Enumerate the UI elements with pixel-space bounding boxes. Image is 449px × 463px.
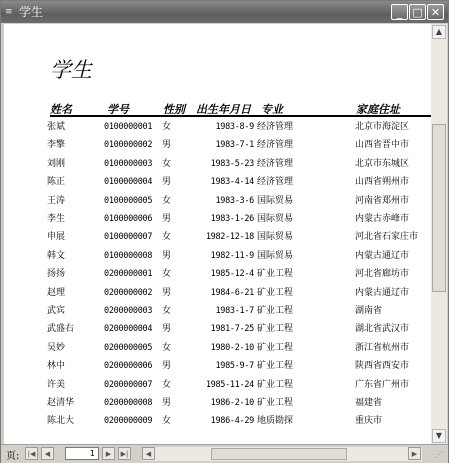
cell-name: 李生 [47,214,66,224]
next-page-button[interactable]: ▶ [102,447,115,460]
cell-gender: 男 [162,214,172,224]
cell-birthdate: 1982-12-18 [205,232,254,243]
cell-major: 经济管理 [257,140,294,151]
cell-address: 内蒙古通辽市 [355,250,410,261]
cell-name: 王涛 [47,195,66,206]
cell-name: 申展 [47,232,66,243]
cell-name: 武宾 [47,306,66,316]
table-row [4,173,431,191]
cell-name: 赵清华 [47,398,75,408]
cell-major: 矿业工程 [257,306,294,316]
first-page-button[interactable]: |◀ [25,447,38,460]
cell-gender: 男 [162,324,172,335]
cell-birthdate: 1986-4-29 [210,416,254,427]
resize-grip-icon[interactable]: ⋰ [435,450,443,459]
cell-address: 河北省石家庄市 [355,232,419,243]
cell-gender: 女 [162,342,172,353]
column-header-birthdate: 出生年月日 [196,103,251,116]
table-row [4,412,431,430]
cell-name: 陈北大 [47,416,75,427]
page-number-input[interactable]: 1 [65,447,99,460]
cell-gender: 女 [162,195,172,206]
cell-major: 国际贸易 [257,250,294,261]
cell-student-id: 0200000007 [104,379,153,390]
cell-gender: 女 [162,379,172,390]
vertical-scroll-thumb[interactable] [432,124,446,292]
cell-address: 河南省郑州市 [355,195,410,206]
cell-birthdate: 1985-12-4 [210,269,254,280]
vertical-scrollbar[interactable] [431,24,447,444]
cell-major: 矿业工程 [257,287,294,298]
cell-address: 湖南省 [355,306,383,316]
record-navigation-bar [1,444,448,463]
cell-major: 国际贸易 [257,232,294,243]
table-row [4,210,431,228]
column-header-student-id: 学号 [107,103,129,116]
scroll-right-button[interactable]: ▶ [408,447,421,460]
cell-name: 韩文 [47,250,66,261]
cell-name: 吴妙 [47,342,66,353]
cell-gender: 女 [162,122,172,132]
table-row [4,228,431,246]
cell-address: 重庆市 [355,416,383,427]
cell-birthdate: 1983-4-14 [210,177,254,188]
cell-name: 张斌 [47,122,66,132]
cell-major: 国际贸易 [257,214,294,224]
cell-major: 经济管理 [257,177,294,188]
cell-name: 李擎 [47,140,66,151]
column-header-name: 姓名 [50,103,72,116]
column-header-gender: 性别 [163,103,185,116]
cell-student-id: 0100000002 [104,140,153,151]
cell-address: 内蒙古通辽市 [355,287,410,298]
cell-gender: 男 [162,250,172,261]
cell-name: 刘刚 [47,158,66,169]
cell-address: 山西省晋中市 [355,140,410,151]
column-header-row [50,101,431,117]
column-header-address: 家庭住址 [356,103,400,116]
cell-gender: 男 [162,287,172,298]
table-row [4,339,431,357]
cell-birthdate: 1981-7-25 [210,324,254,335]
table-row [4,247,431,265]
cell-student-id: 0100000001 [104,122,153,132]
cell-major: 矿业工程 [257,361,294,372]
cell-name: 林中 [47,361,66,372]
scroll-down-button[interactable]: ▼ [432,429,446,443]
cell-gender: 女 [162,416,172,427]
table-row [4,394,431,412]
cell-birthdate: 1983-5-23 [210,158,254,169]
table-row [4,192,431,210]
cell-address: 山西省朔州市 [355,177,410,188]
cell-name: 许美 [47,379,66,390]
cell-major: 矿业工程 [257,269,294,280]
table-row [4,376,431,394]
cell-gender: 男 [162,361,172,372]
horizontal-scrollbar[interactable] [142,447,422,461]
cell-address: 河北省廊坊市 [355,269,410,280]
cell-address: 浙江省杭州市 [355,342,410,353]
cell-student-id: 0200000001 [104,269,153,280]
cell-major: 国际贸易 [257,195,294,206]
cell-major: 矿业工程 [257,342,294,353]
cell-birthdate: 1986-2-10 [210,398,254,408]
cell-address: 北京市海淀区 [355,122,410,132]
page-label: 页: [6,451,20,462]
table-row [4,136,431,154]
maximize-button[interactable]: □ [409,4,426,20]
cell-student-id: 0100000007 [104,232,153,243]
cell-gender: 男 [162,177,172,188]
cell-student-id: 0200000002 [104,287,153,298]
cell-name: 扬扬 [47,269,66,280]
cell-address: 湖北省武汉市 [355,324,410,335]
cell-address: 北京市东城区 [355,158,410,169]
table-row [4,302,431,320]
cell-student-id: 0200000005 [104,342,153,353]
cell-name: 陈正 [47,177,66,188]
title-bar[interactable] [1,1,448,23]
cell-birthdate: 1983-7-1 [215,140,254,151]
table-row [4,284,431,302]
cell-student-id: 0100000005 [104,195,153,206]
cell-gender: 男 [162,140,172,151]
column-header-major: 专业 [261,103,283,116]
last-page-button[interactable]: ▶| [118,447,131,460]
table-row [4,320,431,338]
cell-student-id: 0100000006 [104,214,153,224]
cell-major: 经济管理 [257,158,294,169]
scroll-up-button[interactable]: ▲ [432,25,446,39]
cell-birthdate: 1984-6-21 [210,287,254,298]
table-row [4,118,431,136]
cell-birthdate: 1983-3-6 [215,195,254,206]
cell-major: 经济管理 [257,122,294,132]
report-icon[interactable]: ≡ [5,7,13,17]
table-row [4,155,431,173]
cell-student-id: 0200000008 [104,398,153,408]
cell-name: 武盛右 [47,324,75,335]
horizontal-scroll-thumb[interactable] [211,448,347,460]
cell-birthdate: 1985-9-7 [215,361,254,372]
report-title: 学生 [50,58,92,82]
cell-student-id: 0200000003 [104,306,153,316]
table-row [4,357,431,375]
cell-major: 矿业工程 [257,379,294,390]
minimize-button[interactable]: _ [391,4,408,20]
cell-birthdate: 1982-11-9 [210,250,254,261]
table-row [4,265,431,283]
cell-name: 赵理 [47,287,66,298]
cell-student-id: 0100000003 [104,158,153,169]
cell-address: 陕西省西安市 [355,361,410,372]
cell-major: 地质勘探 [257,416,294,427]
cell-gender: 女 [162,158,172,169]
cell-birthdate: 1983-1-26 [210,214,254,224]
cell-address: 内蒙古赤峰市 [355,214,410,224]
cell-gender: 女 [162,232,172,243]
cell-student-id: 0200000009 [104,416,153,427]
scroll-left-button[interactable]: ◀ [142,447,155,460]
cell-birthdate: 1985-11-24 [205,379,254,390]
cell-gender: 男 [162,398,172,408]
prev-page-button[interactable]: ◀ [41,447,54,460]
window-title: 学生 [19,5,44,19]
report-page [4,24,431,444]
cell-major: 矿业工程 [257,324,294,335]
cell-student-id: 0200000004 [104,324,153,335]
close-button[interactable]: ✕ [427,4,444,20]
cell-gender: 女 [162,269,172,280]
cell-address: 福建省 [355,398,383,408]
cell-birthdate: 1980-2-10 [210,342,254,353]
cell-major: 矿业工程 [257,398,294,408]
cell-student-id: 0200000006 [104,361,153,372]
cell-address: 广东省广州市 [355,379,410,390]
cell-student-id: 0100000004 [104,177,153,188]
cell-birthdate: 1983-8-9 [215,122,254,132]
cell-gender: 女 [162,306,172,316]
cell-student-id: 0100000008 [104,250,153,261]
cell-birthdate: 1983-1-7 [215,306,254,316]
